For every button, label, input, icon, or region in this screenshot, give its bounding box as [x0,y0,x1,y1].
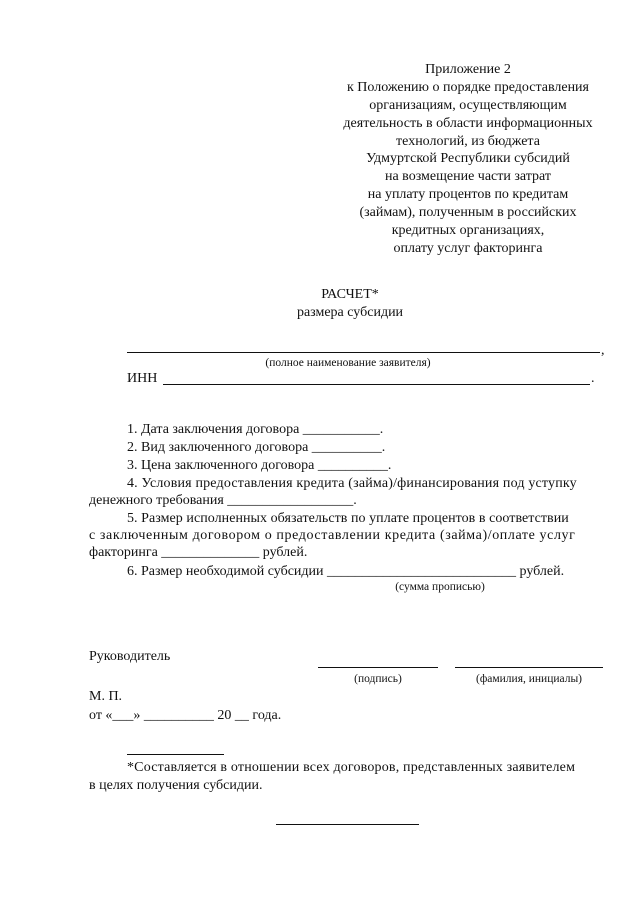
annex-line: технологий, из бюджета [396,133,540,149]
item-5-line-1: 5. Размер исполненных обязательств по уплате процентов в соответствии [127,511,569,526]
applicant-name-end: , [601,343,605,358]
annex-line: организациям, осуществляющим [369,97,567,113]
annex-line: деятельность в области информационных [343,115,593,131]
annex-line: Приложение 2 [425,62,511,77]
item-3: 3. Цена заключенного договора __________. [127,458,392,473]
item-5-line-3: факторинга ______________ рублей. [89,545,308,560]
inn-end: . [591,371,595,386]
item-5-line-2: с заключенным договором о предоставлении кредита (займа)/оплате услуг [89,528,576,543]
head-label: Руководитель [89,649,171,664]
inn-label: ИНН [127,371,158,386]
applicant-name-caption: (полное наименование заявителя) [265,357,431,369]
annex-line: кредитных организациях, [391,223,545,239]
annex-line: на возмещение части затрат [384,169,552,185]
footnote-line-1: *Составляется в отношении всех договоров, представленных заявителем [127,760,576,775]
annex-line: Удмуртской Республики субсидий [366,151,570,167]
signature-line [318,667,438,668]
applicant-name-line [127,352,600,353]
subsidy-amount-caption: (сумма прописью) [395,581,485,593]
annex-header [318,61,618,258]
item-4-line-2: денежного требования __________________. [89,493,357,508]
item-2: 2. Вид заключенного договора __________. [127,440,386,455]
full-name-line [455,667,603,668]
item-6: 6. Размер необходимой субсидии ___________________________ рублей. [127,564,565,579]
item-4-line-1: 4. Условия предоставления кредита (займа)/финансирования под уступку [127,476,577,491]
document-subtitle: размера субсидии [296,305,404,320]
bottom-rule [276,824,419,825]
item-1: 1. Дата заключения договора ___________. [127,422,384,437]
footnote-line-2: в целях получения субсидии. [89,778,263,793]
date-line: от «___» __________ 20 __ года. [89,708,282,723]
annex-line: к Положению о порядке предоставления [347,79,589,95]
annex-line: на уплату процентов по кредитам [367,187,569,203]
signature-caption: (подпись) [354,673,402,685]
annex-line: (займам), полученным в российских [359,205,577,221]
annex-line: оплату услуг факторинга [393,240,543,256]
document-title: РАСЧЕТ* [321,287,379,302]
full-name-caption: (фамилия, инициалы) [475,673,583,685]
footnote-separator [127,754,224,755]
inn-line [163,384,590,385]
seal-label: М. П. [89,689,123,704]
